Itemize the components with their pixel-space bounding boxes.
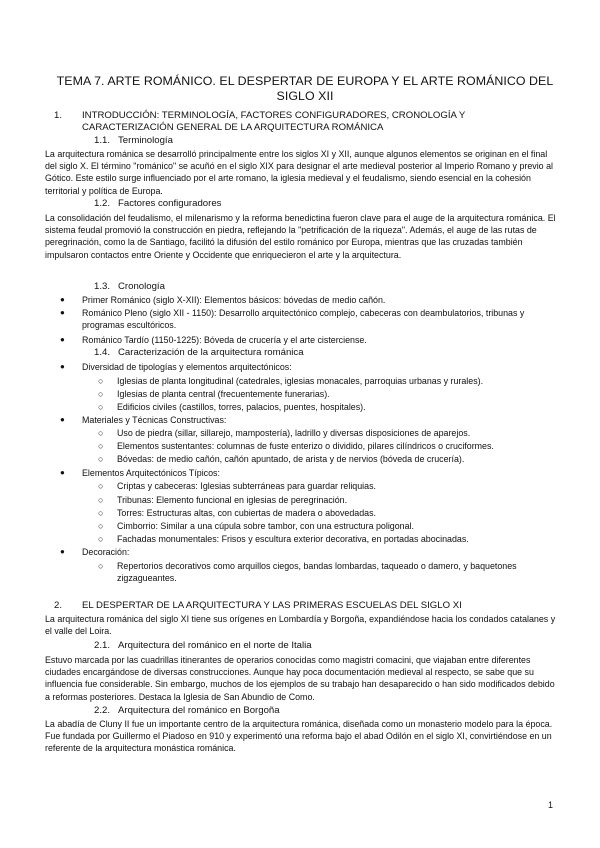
circle-bullet-icon: ○ — [98, 376, 104, 386]
circle-bullet-icon: ○ — [98, 441, 104, 451]
circle-bullet-icon: ○ — [98, 481, 104, 491]
paragraph-norte-italia: Estuvo marcada por las cuadrillas itinerantes de operarios conocidas como magistri comacini, que viajaban entre diferentes ciudades encargándose de diversas construcciones. Aunque hay poca documentación medieval al respecto, se sabe que su influencia fue considerable. Sin embargo, muchos de los ejemplos de su trabajo han desaparecido o han sido modificados debido a reformas posteriores. Destaca la Iglesia de San Abundio de Como. — [45, 655, 555, 702]
circle-bullet-icon: ○ — [98, 521, 104, 531]
circle-bullet-icon: ○ — [98, 428, 104, 438]
bullet-icon: ● — [60, 415, 65, 424]
section-title: INTRODUCCIÓN: TERMINOLOGÍA, FACTORES CONFIGURADORES, CRONOLOGÍA Y CARACTERIZACIÓN GENERAL DE LA ARQUITECTURA ROMÁNICA — [82, 110, 466, 133]
circle-bullet-icon: ○ — [98, 561, 104, 571]
document-title: TEMA 7. ARTE ROMÁNICO. EL DESPERTAR DE EUROPA Y EL ARTE ROMÁNICO DEL SIGLO XII — [56, 74, 554, 103]
subsection-title: Arquitectura del románico en Borgoña — [118, 705, 280, 716]
subsection-title: Factores configuradores — [118, 198, 222, 209]
list-item: ● Románico Pleno (siglo XII - 1150): Desarrollo arquitectónico complejo, cabeceras con deambulatorios, tribunas y programas escultóricos. — [60, 308, 525, 331]
paragraph-terminologia: La arquitectura románica se desarrolló principalmente entre los siglos XI y XII, aunque algunos elementos se originan en el final del siglo X. El término "románico" se acuñó en el siglo XIX para designar el arte medieval posterior al Imperio Romano y previo al Gótico. Este estilo surge influenciado por el arte romano, la iglesia medieval y el feudalismo, siendo esencial en la cohesión territorial y política de Europa. — [45, 149, 553, 196]
subsection-number: 1.4. — [94, 347, 111, 358]
circle-bullet-icon: ○ — [98, 402, 104, 412]
sub-list-item: ○ Bóvedas: de medio cañón, cañón apuntado, de arista y de nervios (bóveda de crucería). — [98, 454, 465, 464]
subsection-number: 1.1. — [94, 135, 111, 146]
subsection-2-1-heading — [94, 640, 554, 652]
subsection-title: Arquitectura del románico en el norte de Italia — [118, 640, 312, 651]
section-number: 1. — [54, 110, 63, 121]
subsection-1-1-heading — [94, 135, 554, 147]
sub-list-item: ○ Tribunas: Elemento funcional en iglesias de peregrinación. — [98, 495, 348, 505]
sub-list-item: ○ Fachadas monumentales: Frisos y escultura exterior decorativa, en portadas abocinadas. — [98, 534, 469, 544]
sub-list-item: ○ Iglesias de planta longitudinal (catedrales, iglesias monacales, parroquias urbanas y rurales). — [98, 376, 484, 386]
subsection-2-2-heading — [94, 705, 554, 717]
subsection-title: Cronología — [118, 281, 165, 292]
circle-bullet-icon: ○ — [98, 454, 104, 464]
section-number: 2. — [54, 600, 63, 611]
list-item: ● Diversidad de tipologías y elementos arquitectónicos: — [60, 362, 292, 372]
bullet-icon: ● — [60, 547, 65, 556]
list-item: ● Decoración: — [60, 547, 130, 557]
paragraph-despertar: La arquitectura románica del siglo XI tiene sus orígenes en Lombardía y Borgoña, expandiéndose hacia los condados catalanes y el valle del Loira. — [45, 614, 556, 637]
section-1-heading — [54, 110, 574, 134]
subsection-title: Terminología — [118, 135, 173, 146]
list-item: ● Románico Tardío (1150-1225): Bóveda de crucería y el arte cisterciense. — [60, 335, 367, 345]
subsection-title: Caracterización de la arquitectura románica — [118, 347, 304, 358]
sub-list-item: ○ Elementos sustentantes: columnas de fuste enterizo o dividido, pilares cilíndricos o cruciformes. — [98, 441, 494, 451]
sub-list-item: ○ Repertorios decorativos como arquillos ciegos, bandas lombardas, taqueado o damero, y baquetones zigzagueantes. — [98, 561, 517, 584]
list-item: ● Primer Románico (siglo X-XII): Elementos básicos: bóvedas de medio cañón. — [60, 295, 386, 305]
subsection-number: 2.2. — [94, 705, 111, 716]
paragraph-factores: La consolidación del feudalismo, el milenarismo y la reforma benedictina fueron clave para el auge de la arquitectura románica. El sistema feudal promovió la construcción en piedra, reflejando la "petrificación de la riqueza". Además, el auge de las rutas de peregrinación, como la de Santiago, facilitó la difusión del estilo románico por Europa, mientras que las cruzadas también impulsaron contactos entre Oriente y Occidente que enriquecieron el arte y la arquitectura. — [45, 213, 556, 260]
sub-list-item: ○ Cimborrio: Similar a una cúpula sobre tambor, con una estructura poligonal. — [98, 521, 414, 531]
sub-list-item: ○ Uso de piedra (sillar, sillarejo, mampostería), ladrillo y diversas disposiciones de aparejos. — [98, 428, 471, 438]
circle-bullet-icon: ○ — [98, 534, 104, 544]
bullet-icon: ● — [60, 362, 65, 371]
sub-list-item: ○ Criptas y cabeceras: Iglesias subterráneas para guardar reliquias. — [98, 481, 376, 491]
bullet-icon: ● — [60, 308, 65, 317]
subsection-number: 1.3. — [94, 281, 111, 292]
circle-bullet-icon: ○ — [98, 389, 104, 399]
sub-list-item: ○ Edificios civiles (castillos, torres, palacios, puentes, hospitales). — [98, 402, 366, 412]
paragraph-borgona: La abadía de Cluny II fue un importante centro de la arquitectura románica, diseñada como un monasterio modelo para la época. Fue fundada por Guillermo el Piadoso en 910 y experimentó una reforma bajo el abad Odilón en el siglo XI, convirtiéndose en un referente de la arquitectura monástica románica. — [45, 719, 553, 754]
bullet-icon: ● — [60, 295, 65, 304]
bullet-icon: ● — [60, 335, 65, 344]
circle-bullet-icon: ○ — [98, 508, 104, 518]
sub-list-item: ○ Torres: Estructuras altas, con cubiertas de madera o abovedadas. — [98, 508, 376, 518]
subsection-1-2-heading — [94, 198, 554, 210]
circle-bullet-icon: ○ — [98, 495, 104, 505]
subsection-number: 1.2. — [94, 198, 111, 209]
list-item: ● Elementos Arquitectónicos Típicos: — [60, 468, 220, 478]
subsection-number: 2.1. — [94, 640, 111, 651]
section-title: EL DESPERTAR DE LA ARQUITECTURA Y LAS PRIMERAS ESCUELAS DEL SIGLO XI — [82, 600, 462, 611]
page-number: 1 — [548, 800, 554, 810]
subsection-1-4-heading — [94, 347, 554, 359]
section-2-heading — [54, 600, 574, 612]
list-item: ● Materiales y Técnicas Constructivas: — [60, 415, 227, 425]
subsection-1-3-heading — [94, 281, 554, 293]
sub-list-item: ○ Iglesias de planta central (frecuentemente funerarias). — [98, 389, 330, 399]
bullet-icon: ● — [60, 468, 65, 477]
